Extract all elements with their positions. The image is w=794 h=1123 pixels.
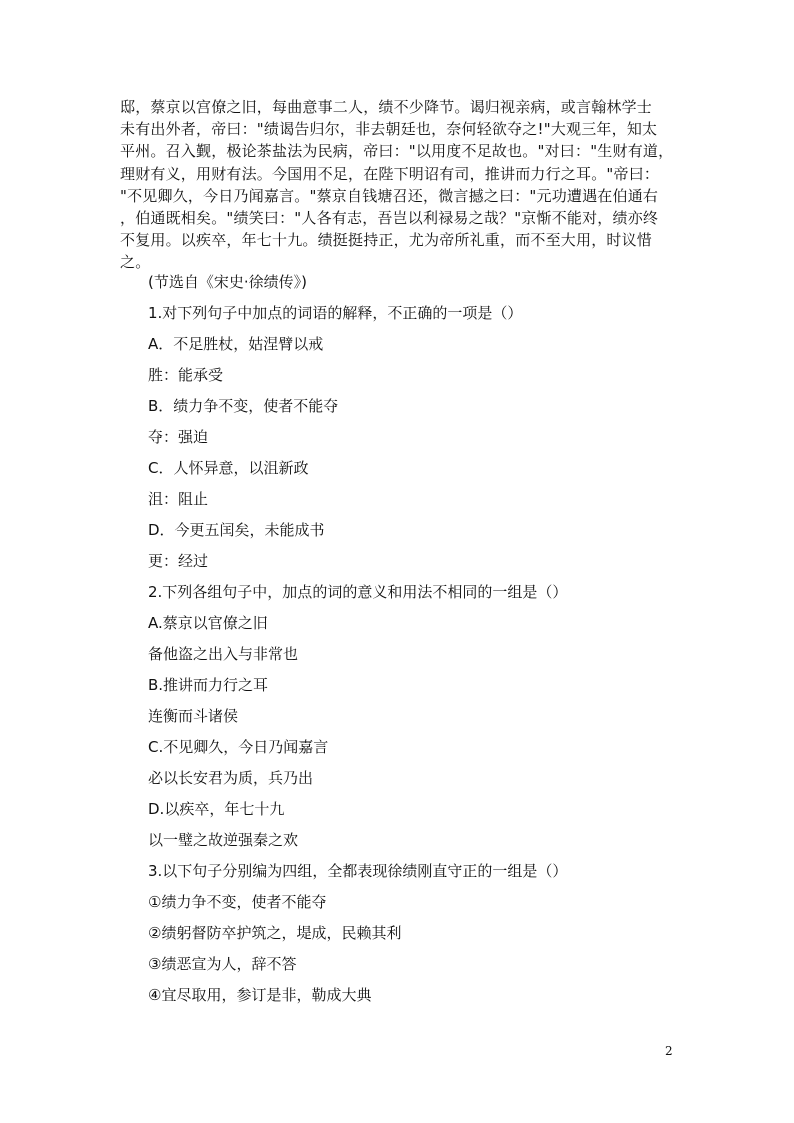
passage-line: 理财有义，用财有法。今国用不足，在陛下明诏有司，推讲而力行之耳。"帝曰： <box>120 164 660 183</box>
question-2-option-c: C.不见卿久，今日乃闻嘉言 <box>148 738 329 756</box>
question-1-option-c-gloss: 沮：阻止 <box>148 490 209 508</box>
passage-line: 之。 <box>120 253 151 272</box>
source-citation: (节选自《宋史·徐绩传》) <box>148 273 307 291</box>
question-2-option-b: B.推讲而力行之耳 <box>148 676 269 694</box>
question-2-option-d-pair: 以一璧之故逆强秦之欢 <box>148 831 299 849</box>
question-2-option-b-pair: 连衡而斗诸侯 <box>148 707 239 725</box>
question-1-option-a-gloss: 胜：能承受 <box>148 366 224 384</box>
question-1-option-b: B．绩力争不变，使者不能夺 <box>148 397 339 415</box>
page-number: 2 <box>665 1044 673 1058</box>
question-1-option-d-gloss: 更：经过 <box>148 552 209 570</box>
question-3-item-2: ②绩躬督防卒护筑之，堤成，民赖其利 <box>148 924 402 942</box>
question-2-stem: 2.下列各组句子中，加点的词的意义和用法不相同的一组是（） <box>148 583 568 601</box>
passage-line: ，伯通既相矣。"绩笑曰："人各有志，吾岂以利禄易之哉？"京惭不能对，绩亦终 <box>120 209 659 228</box>
question-1-option-c: C．人怀异意，以沮新政 <box>148 459 309 477</box>
question-1-option-b-gloss: 夺：强迫 <box>148 428 209 446</box>
question-3-item-4: ④宜尽取用，参订是非，勒成大典 <box>148 986 372 1004</box>
question-1-stem: 1.对下列句子中加点的词语的解释，不正确的一项是（） <box>148 304 523 322</box>
passage-line: "不见卿久，今日乃闻嘉言。"蔡京自钱塘召还，微言撼之曰："元功遭遇在伯通右 <box>120 186 659 205</box>
question-2-option-a: A.蔡京以官僚之旧 <box>148 614 268 632</box>
passage-line: 平州。召入觐，极论茶盐法为民病，帝曰："以用度不足故也。"对曰："生财有道， <box>120 142 674 161</box>
question-1-option-d: D．今更五闰矣，未能成书 <box>148 521 325 539</box>
question-2-option-a-pair: 备他盗之出入与非常也 <box>148 645 299 663</box>
question-1-option-a: A．不足胜杖，姑涅臂以戒 <box>148 335 324 353</box>
question-2-option-c-pair: 必以长安君为质，兵乃出 <box>148 769 314 787</box>
passage-line: 未有出外者，帝曰："绩谒告归尔，非去朝廷也，奈何轻欲夺之!"大观三年，知太 <box>120 120 658 139</box>
passage-line: 不复用。以疾卒，年七十九。绩挺挺持正，尤为帝所礼重，而不至大用，时议惜 <box>120 231 653 250</box>
question-3-stem: 3.以下句子分别编为四组，全都表现徐绩刚直守正的一组是（） <box>148 862 568 880</box>
question-3-item-1: ①绩力争不变，使者不能夺 <box>148 893 327 911</box>
question-2-option-d: D.以疾卒，年七十九 <box>148 800 285 818</box>
passage-text <box>120 96 680 274</box>
question-3-item-3: ③绩恶宣为人，辞不答 <box>148 955 297 973</box>
passage-line: 邸，蔡京以宫僚之旧，每曲意事二人，绩不少降节。谒归视亲病，或言翰林学士 <box>120 98 653 116</box>
